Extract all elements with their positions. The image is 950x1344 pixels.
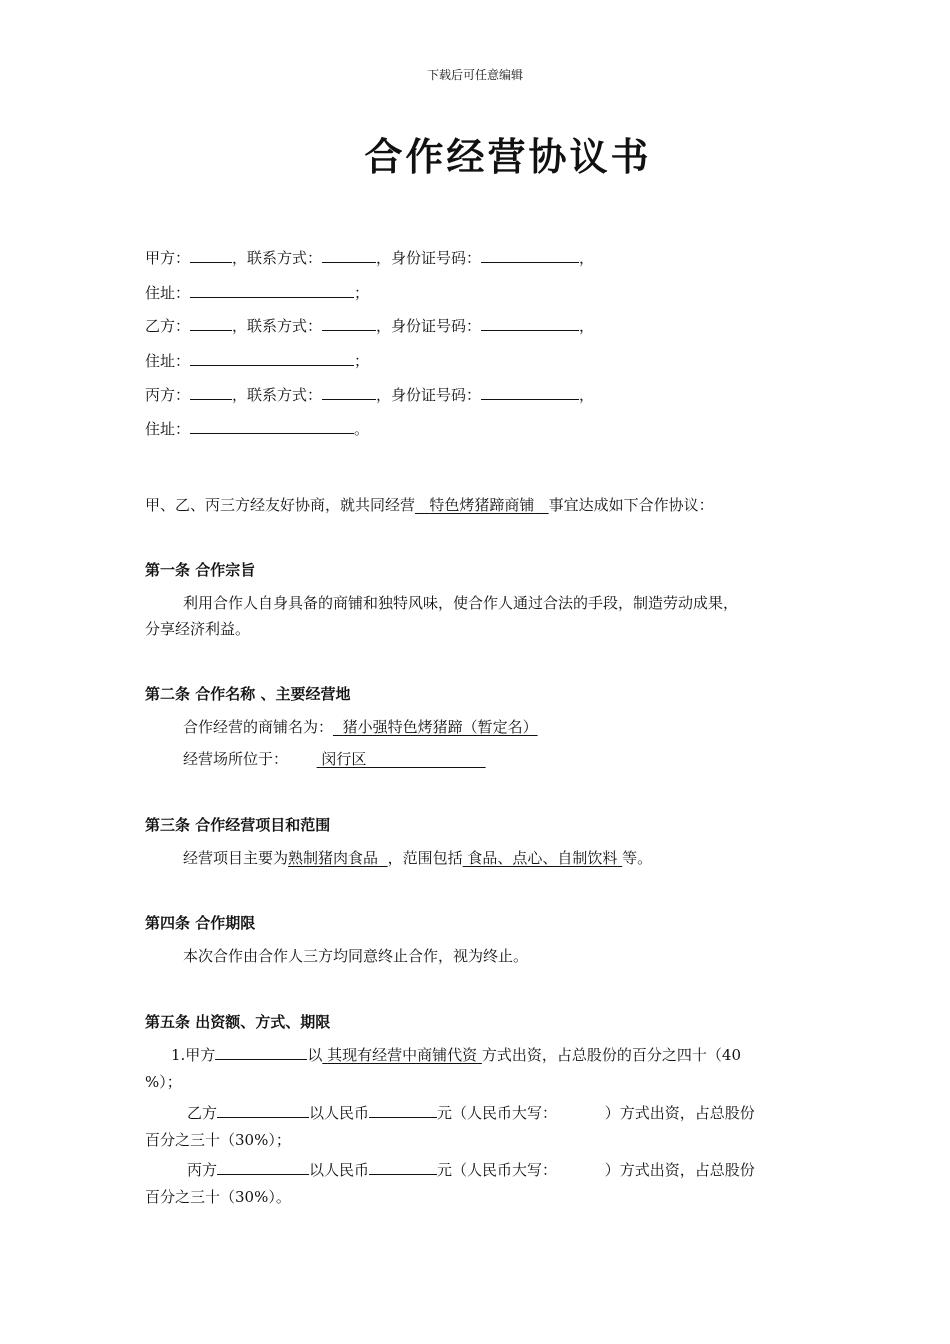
- article-2-heading: 第二条 合作名称 、主要经营地: [145, 685, 351, 703]
- location-value: 闵行区: [321, 750, 367, 768]
- party-b-name-blank[interactable]: [190, 316, 232, 331]
- party-a-contact-blank[interactable]: [322, 248, 376, 263]
- article-3-text: 经营项目主要为熟制猪肉食品 ，范围包括 食品、点心、自制饮料 等。: [183, 849, 653, 867]
- document-title: 合作经营协议书: [364, 134, 652, 179]
- party-c-amount-blank[interactable]: [369, 1160, 437, 1175]
- party-c-contribution-line2: 百分之三十（30%）。: [145, 1188, 291, 1206]
- party-b-id-blank[interactable]: [481, 316, 579, 331]
- party-b-contribution-blank[interactable]: [217, 1103, 309, 1118]
- party-c-contribution-blank[interactable]: [217, 1160, 309, 1175]
- article-4-heading: 第四条 合作期限: [145, 914, 256, 932]
- business-name-filled: 特色烤猪蹄商铺: [429, 496, 535, 514]
- shop-name-value: 猪小强特色烤猪蹄（暂定名）: [342, 718, 538, 736]
- party-a-contribution-line2: %）；: [145, 1073, 182, 1091]
- business-scope-value: 食品、点心、自制饮料: [467, 849, 618, 867]
- party-a-contribution-line1: 1.甲方 以 其现有经营中商铺代资 方式出资，占总股份的百分之四十（40: [171, 1046, 741, 1064]
- party-b-address-blank[interactable]: [190, 351, 354, 366]
- article-4-text: 本次合作由合作人三方均同意终止合作，视为终止。: [183, 947, 529, 965]
- shop-name-line: 合作经营的商铺名为： 猪小强特色烤猪蹄（暂定名）: [183, 718, 538, 736]
- party-c-contact-blank[interactable]: [322, 385, 376, 400]
- header-note: 下载后可任意编辑: [426, 68, 523, 82]
- party-b-amount-blank[interactable]: [369, 1103, 437, 1118]
- party-b-contact-blank[interactable]: [322, 316, 376, 331]
- party-a-line: 甲方： ，联系方式： ，身份证号码： ，: [145, 249, 595, 267]
- party-c-id-blank[interactable]: [481, 385, 579, 400]
- party-a-address-blank[interactable]: [190, 283, 354, 298]
- article-1-text-line1: 利用合作人自身具备的商铺和独特风味，使合作人通过合法的手段，制造劳动成果，: [183, 594, 739, 612]
- party-a-name-blank[interactable]: [190, 248, 232, 263]
- party-c-address-line: 住址： 。: [145, 420, 370, 438]
- business-item-value: 熟制猪肉食品: [288, 849, 379, 867]
- article-1-text-line2: 分享经济利益。: [145, 620, 251, 638]
- party-a-contribution-method: 其现有经营中商铺代资: [327, 1046, 478, 1064]
- party-c-line: 丙方： ，联系方式： ，身份证号码： ，: [145, 386, 595, 404]
- party-c-contribution-line1: 丙方 以人民币 元（人民币大写： ）方式出资，占总股份: [187, 1161, 755, 1179]
- party-a-id-blank[interactable]: [481, 248, 579, 263]
- party-a-contribution-blank[interactable]: [215, 1045, 307, 1060]
- party-b-contribution-line1: 乙方 以人民币 元（人民币大写： ）方式出资，占总股份: [187, 1104, 755, 1122]
- location-line: 经营场所位于： 闵行区: [183, 748, 486, 769]
- article-5-heading: 第五条 出资额、方式、期限: [145, 1013, 331, 1031]
- article-1-heading: 第一条 合作宗旨: [145, 561, 256, 579]
- party-b-line: 乙方： ，联系方式： ，身份证号码： ，: [145, 317, 595, 335]
- party-a-address-line: 住址： ；: [145, 284, 370, 302]
- party-c-name-blank[interactable]: [190, 385, 232, 400]
- party-c-address-blank[interactable]: [190, 419, 354, 434]
- party-b-contribution-line2: 百分之三十（30%）；: [145, 1131, 291, 1149]
- party-b-address-line: 住址： ；: [145, 352, 370, 370]
- intro-paragraph: 甲、乙、丙三方经友好协商，就共同经营 特色烤猪蹄商铺 事宜达成如下合作协议：: [145, 496, 714, 514]
- article-3-heading: 第三条 合作经营项目和范围: [145, 816, 331, 834]
